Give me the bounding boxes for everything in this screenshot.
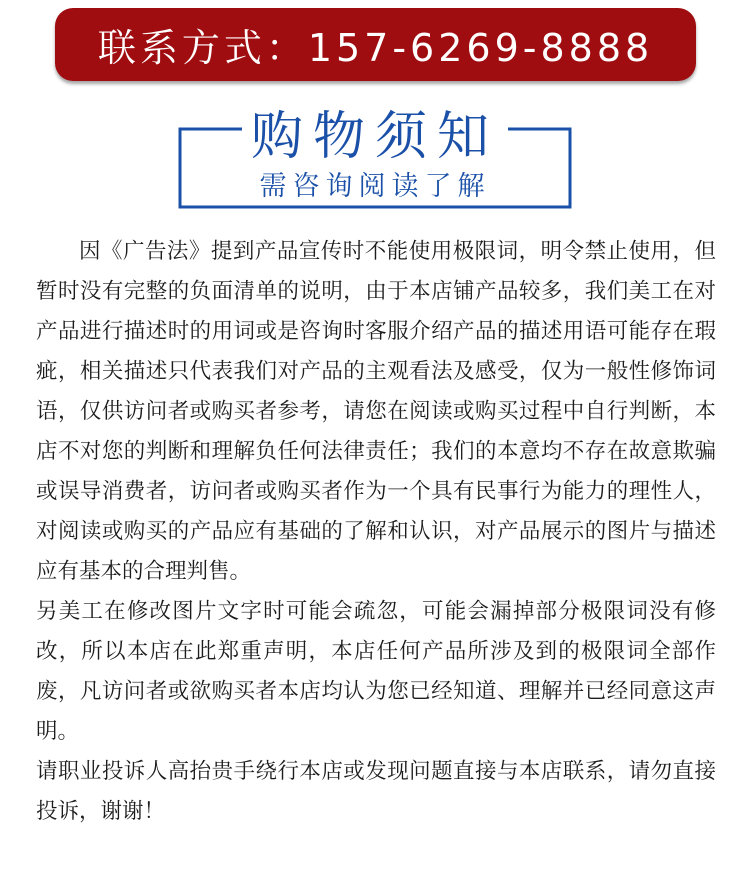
notice-heading-frame xyxy=(178,107,572,209)
notice-paragraph-3: 请职业投诉人高抬贵手绕行本店或发现问题直接与本店联系，请勿直接投诉，谢谢！ xyxy=(36,759,716,824)
contact-phone-text: 联系方式：157-6269-8888 xyxy=(97,26,654,70)
notice-paragraph-2: 另美工在修改图片文字时可能会疏忽，可能会漏掉部分极限词没有修改，所以本店在此郑重声明，本店任何产品所涉及到的极限词全部作废，凡访问者或欲购买者本店均认为您已经知道、理解并已经同意这声明。 xyxy=(36,599,716,744)
contact-banner xyxy=(55,8,696,81)
notice-title: 购物须知 xyxy=(250,107,499,167)
notice-subtitle: 需咨询阅读了解 xyxy=(259,171,491,202)
notice-paragraph-1: 因《广告法》提到产品宣传时不能使用极限词，明令禁止使用，但暂时没有完整的负面清单的说明，由于本店铺产品较多，我们美工在对产品进行描述时的用词或是咨询时客服介绍产品的描述用语可能存在瑕疵，相关描述只代表我们对产品的主观看法及感受，仅为一般性修饰词语，仅供访问者或购买者参考，请您在阅读或购买过程中自行判断，本店不对您的判断和理解负任何法律责任；我们的本意均不存在故意欺骗或误导消费者，访问者或购买者作为一个具有民事行为能力的理性人，对阅读或购买的产品应有基础的了解和认识，对产品展示的图片与描述应有基本的合理判售。 xyxy=(36,239,716,584)
notice-body xyxy=(36,232,716,832)
